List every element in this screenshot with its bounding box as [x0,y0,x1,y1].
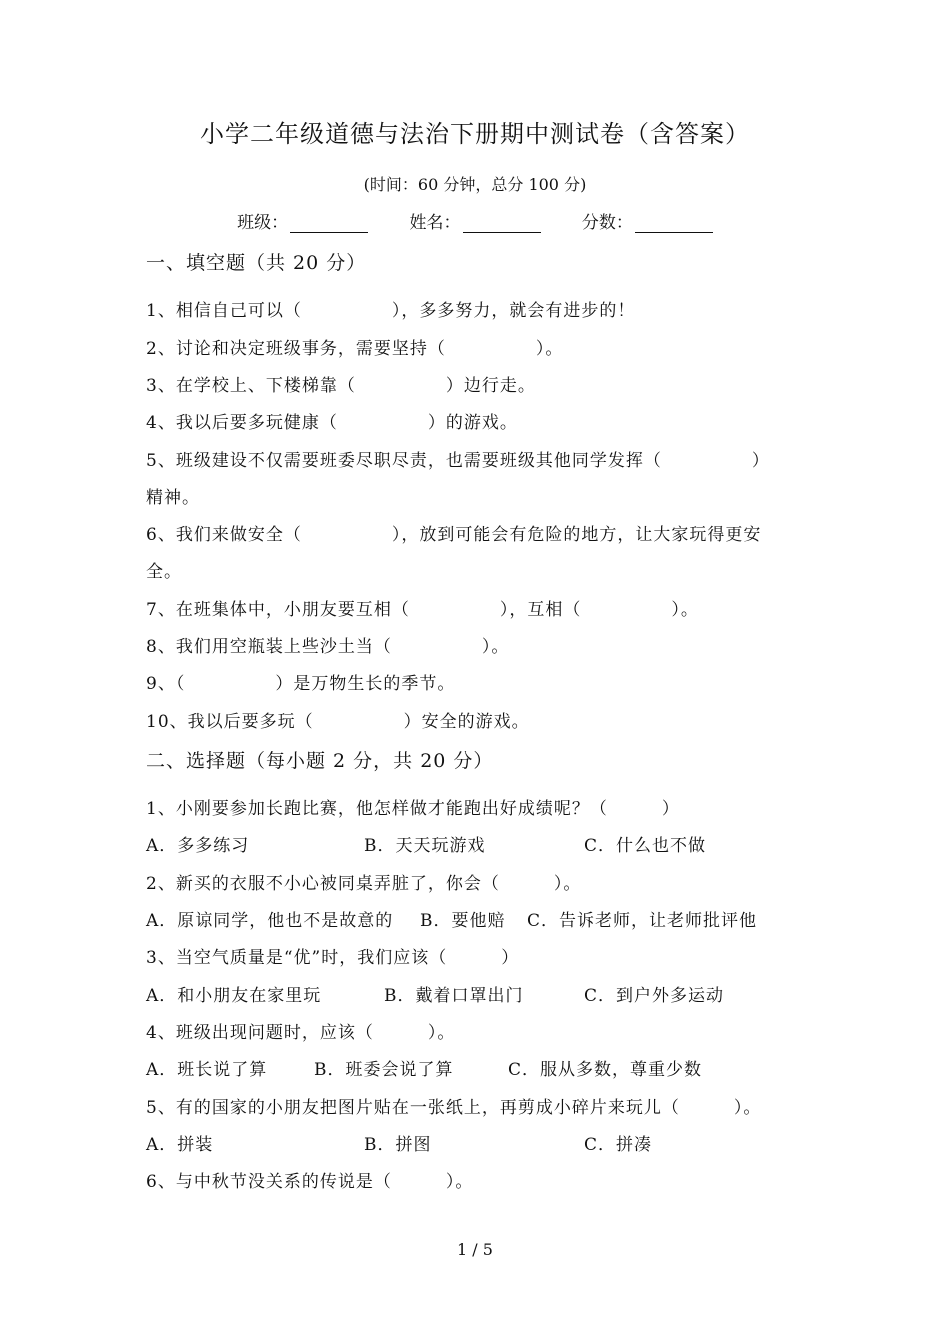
option-a: A．多多练习 [146,836,250,856]
class-field [237,208,368,233]
option-c: C．服从多数，尊重少数 [508,1060,703,1080]
question-line: 1、相信自己可以（ ），多多努力，就会有进步的！ [146,301,636,321]
option-c: C．告诉老师，让老师批评他 [527,911,758,931]
option-a: A．拼装 [146,1135,214,1155]
section-heading-choice: 二、选择题（每小题 2 分，共 20 分） [146,750,494,772]
choice-question: 5、有的国家的小朋友把图片贴在一张纸上，再剪成小碎片来玩儿（ ）。 [146,1098,762,1118]
name-label: 姓名： [409,213,461,233]
question-line: 10、我以后要多玩（ ）安全的游戏。 [146,712,530,732]
question-line: 全。 [146,562,182,582]
question-line: 3、在学校上、下楼梯靠（ ）边行走。 [146,376,536,396]
question-line: 8、我们用空瓶装上些沙土当（ ）。 [146,637,510,657]
option-c: C．拼凑 [584,1135,653,1155]
choice-options [146,906,806,932]
option-c: C．到户外多运动 [584,986,725,1006]
option-b: B．天天玩游戏 [364,836,486,856]
name-blank [463,214,541,233]
question-line: 精神。 [146,488,200,508]
question-line: 4、我以后要多玩健康（ ）的游戏。 [146,413,518,433]
page-number: 1 / 5 [457,1240,493,1259]
question-line: 2、讨论和决定班级事务，需要坚持（ ）。 [146,339,564,359]
question-line: 7、在班集体中，小朋友要互相（ ），互相（ ）。 [146,600,699,620]
choice-question: 4、班级出现问题时，应该（ ）。 [146,1023,456,1043]
option-b: B．要他赔 [420,911,506,931]
class-blank [290,214,368,233]
choice-options [146,831,806,857]
option-b: B．班委会说了算 [314,1060,454,1080]
option-b: B．拼图 [364,1135,432,1155]
question-line: 6、我们来做安全（ ），放到可能会有危险的地方，让大家玩得更安 [146,525,762,545]
option-b: B．戴着口罩出门 [384,986,524,1006]
option-a: A．班长说了算 [146,1060,268,1080]
choice-question: 3、当空气质量是“优”时，我们应该（ ） [146,948,520,968]
option-a: A．和小朋友在家里玩 [146,986,322,1006]
question-line: 9、（ ）是万物生长的季节。 [146,674,456,694]
choice-question: 1、小刚要参加长跑比赛，他怎样做才能跑出好成绩呢？（ ） [146,799,680,819]
choice-options [146,1130,806,1156]
section-heading-fill-blank: 一、填空题（共 20 分） [146,252,367,274]
score-field [582,208,713,233]
question-line: 5、班级建设不仅需要班委尽职尽责，也需要班级其他同学发挥（ ） [146,451,770,471]
score-label: 分数： [581,213,633,233]
name-field [410,208,541,233]
choice-question: 2、新买的衣服不小心被同桌弄脏了，你会（ ）。 [146,874,582,894]
choice-question: 6、与中秋节没关系的传说是（ ）。 [146,1172,474,1192]
option-c: C．什么也不做 [584,836,707,856]
page-title: 小学二年级道德与法治下册期中测试卷（含答案） [200,120,750,148]
choice-options [146,981,806,1007]
choice-options [146,1055,806,1081]
student-info-line [0,208,950,233]
score-blank [635,214,713,233]
class-label: 班级： [237,213,289,233]
option-a: A．原谅同学，他也不是故意的 [146,911,394,931]
exam-subtitle: (时间：60 分钟，总分 100 分) [363,175,587,194]
